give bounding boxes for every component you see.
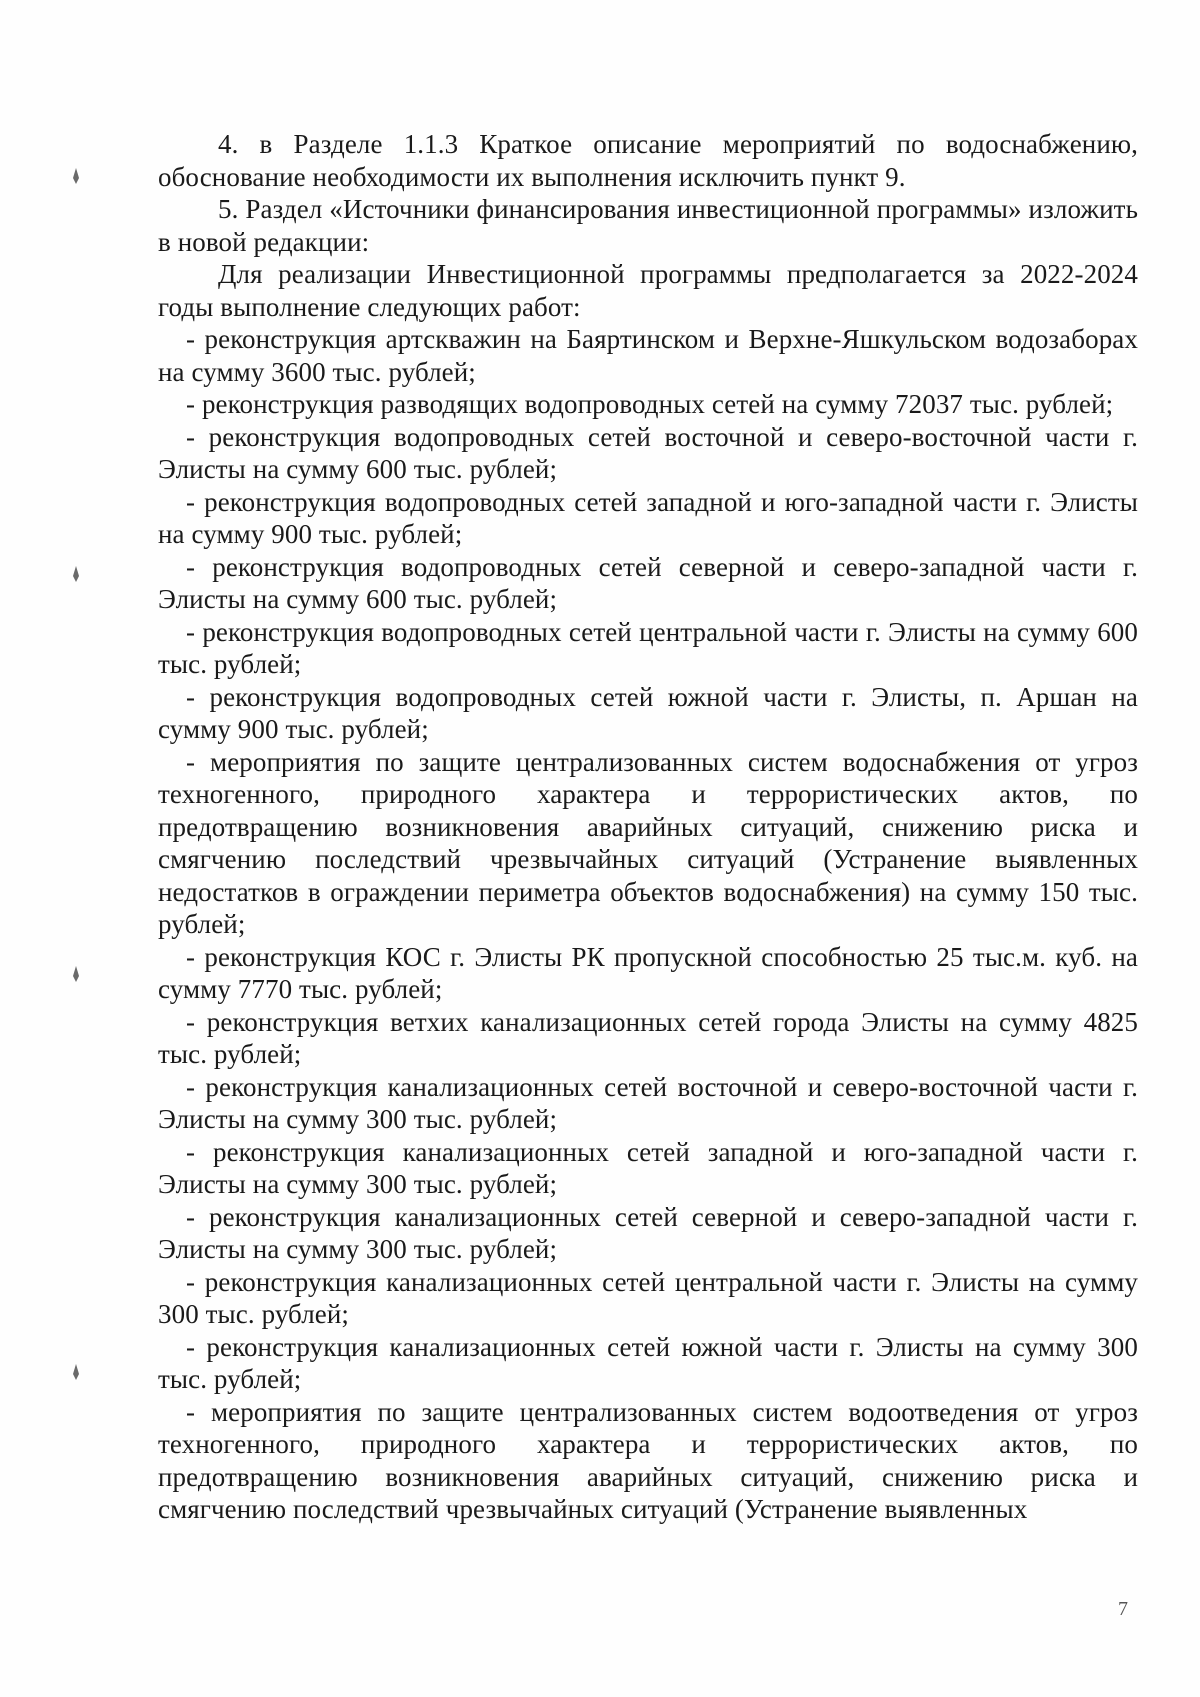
list-item: - реконструкция канализационных сетей восточной и северо-восточной части г. Элисты на сумму 300 тыс. рублей;	[158, 1071, 1138, 1134]
list-item: - реконструкция водопроводных сетей западной и юго-западной части г. Элисты на сумму 900 тыс. рублей;	[158, 486, 1138, 549]
paragraph-section-5: 5. Раздел «Источники финансирования инвестиционной программы» изложить в новой редакции:	[158, 194, 1138, 257]
paragraph-section-4: 4. в Разделе 1.1.3 Краткое описание мероприятий по водоснабжению, обоснование необходимости их выполнения исключить пункт 9.	[158, 129, 1138, 192]
paragraph-intro: Для реализации Инвестиционной программы предполагается за 2022-2024 годы выполнение следующих работ:	[158, 259, 1138, 322]
list-item: - реконструкция канализационных сетей западной и юго-западной части г. Элисты на сумму 300 тыс. рублей;	[158, 1136, 1138, 1199]
list-item: - реконструкция водопроводных сетей северной и северо-западной части г. Элисты на сумму 600 тыс. рублей;	[158, 551, 1138, 614]
list-item: - реконструкция КОС г. Элисты РК пропускной способностью 25 тыс.м. куб. на сумму 7770 тыс. рублей;	[158, 941, 1138, 1004]
list-item: - реконструкция ветхих канализационных сетей города Элисты на сумму 4825 тыс. рублей;	[158, 1006, 1138, 1069]
list-item: - реконструкция артскважин на Баяртинском и Верхне-Яшкульском водозаборах на сумму 3600 тыс. рублей;	[158, 324, 1138, 387]
list-item: - мероприятия по защите централизованных систем водоотведения от угроз техногенного, природного характера и террористических актов, по предотвращению возникновения аварийных ситуаций, снижению риска и смягчению последствий чрезвычайных ситуаций (Устранение выявленных	[158, 1396, 1138, 1524]
list-item: - мероприятия по защите централизованных систем водоснабжения от угроз техногенного, природного характера и террористических актов, по предотвращению возникновения аварийных ситуаций, снижению риска и смягчению последствий чрезвычайных ситуаций (Устранение выявленных недостатков в ограждении периметра объектов водоснабжения) на сумму 150 тыс. рублей;	[158, 746, 1138, 939]
binder-mark-icon	[72, 1364, 80, 1380]
page-number: 7	[1118, 1598, 1128, 1620]
list-item: - реконструкция разводящих водопроводных сетей на сумму 72037 тыс. рублей;	[186, 389, 1114, 419]
list-item: - реконструкция канализационных сетей северной и северо-западной части г. Элисты на сумму 300 тыс. рублей;	[158, 1201, 1138, 1264]
binder-mark-icon	[72, 168, 80, 184]
list-item: - реконструкция водопроводных сетей восточной и северо-восточной части г. Элисты на сумму 600 тыс. рублей;	[158, 421, 1138, 484]
binder-mark-icon	[72, 966, 80, 982]
document-body	[158, 128, 1138, 1526]
list-item: - реконструкция водопроводных сетей южной части г. Элисты, п. Аршан на сумму 900 тыс. рублей;	[158, 681, 1138, 744]
list-item: - реконструкция канализационных сетей южной части г. Элисты на сумму 300 тыс. рублей;	[158, 1331, 1138, 1394]
list-item: - реконструкция водопроводных сетей центральной части г. Элисты на сумму 600 тыс. рублей;	[158, 616, 1138, 679]
list-item: - реконструкция канализационных сетей центральной части г. Элисты на сумму 300 тыс. рублей;	[158, 1266, 1138, 1329]
binder-mark-icon	[72, 566, 80, 582]
